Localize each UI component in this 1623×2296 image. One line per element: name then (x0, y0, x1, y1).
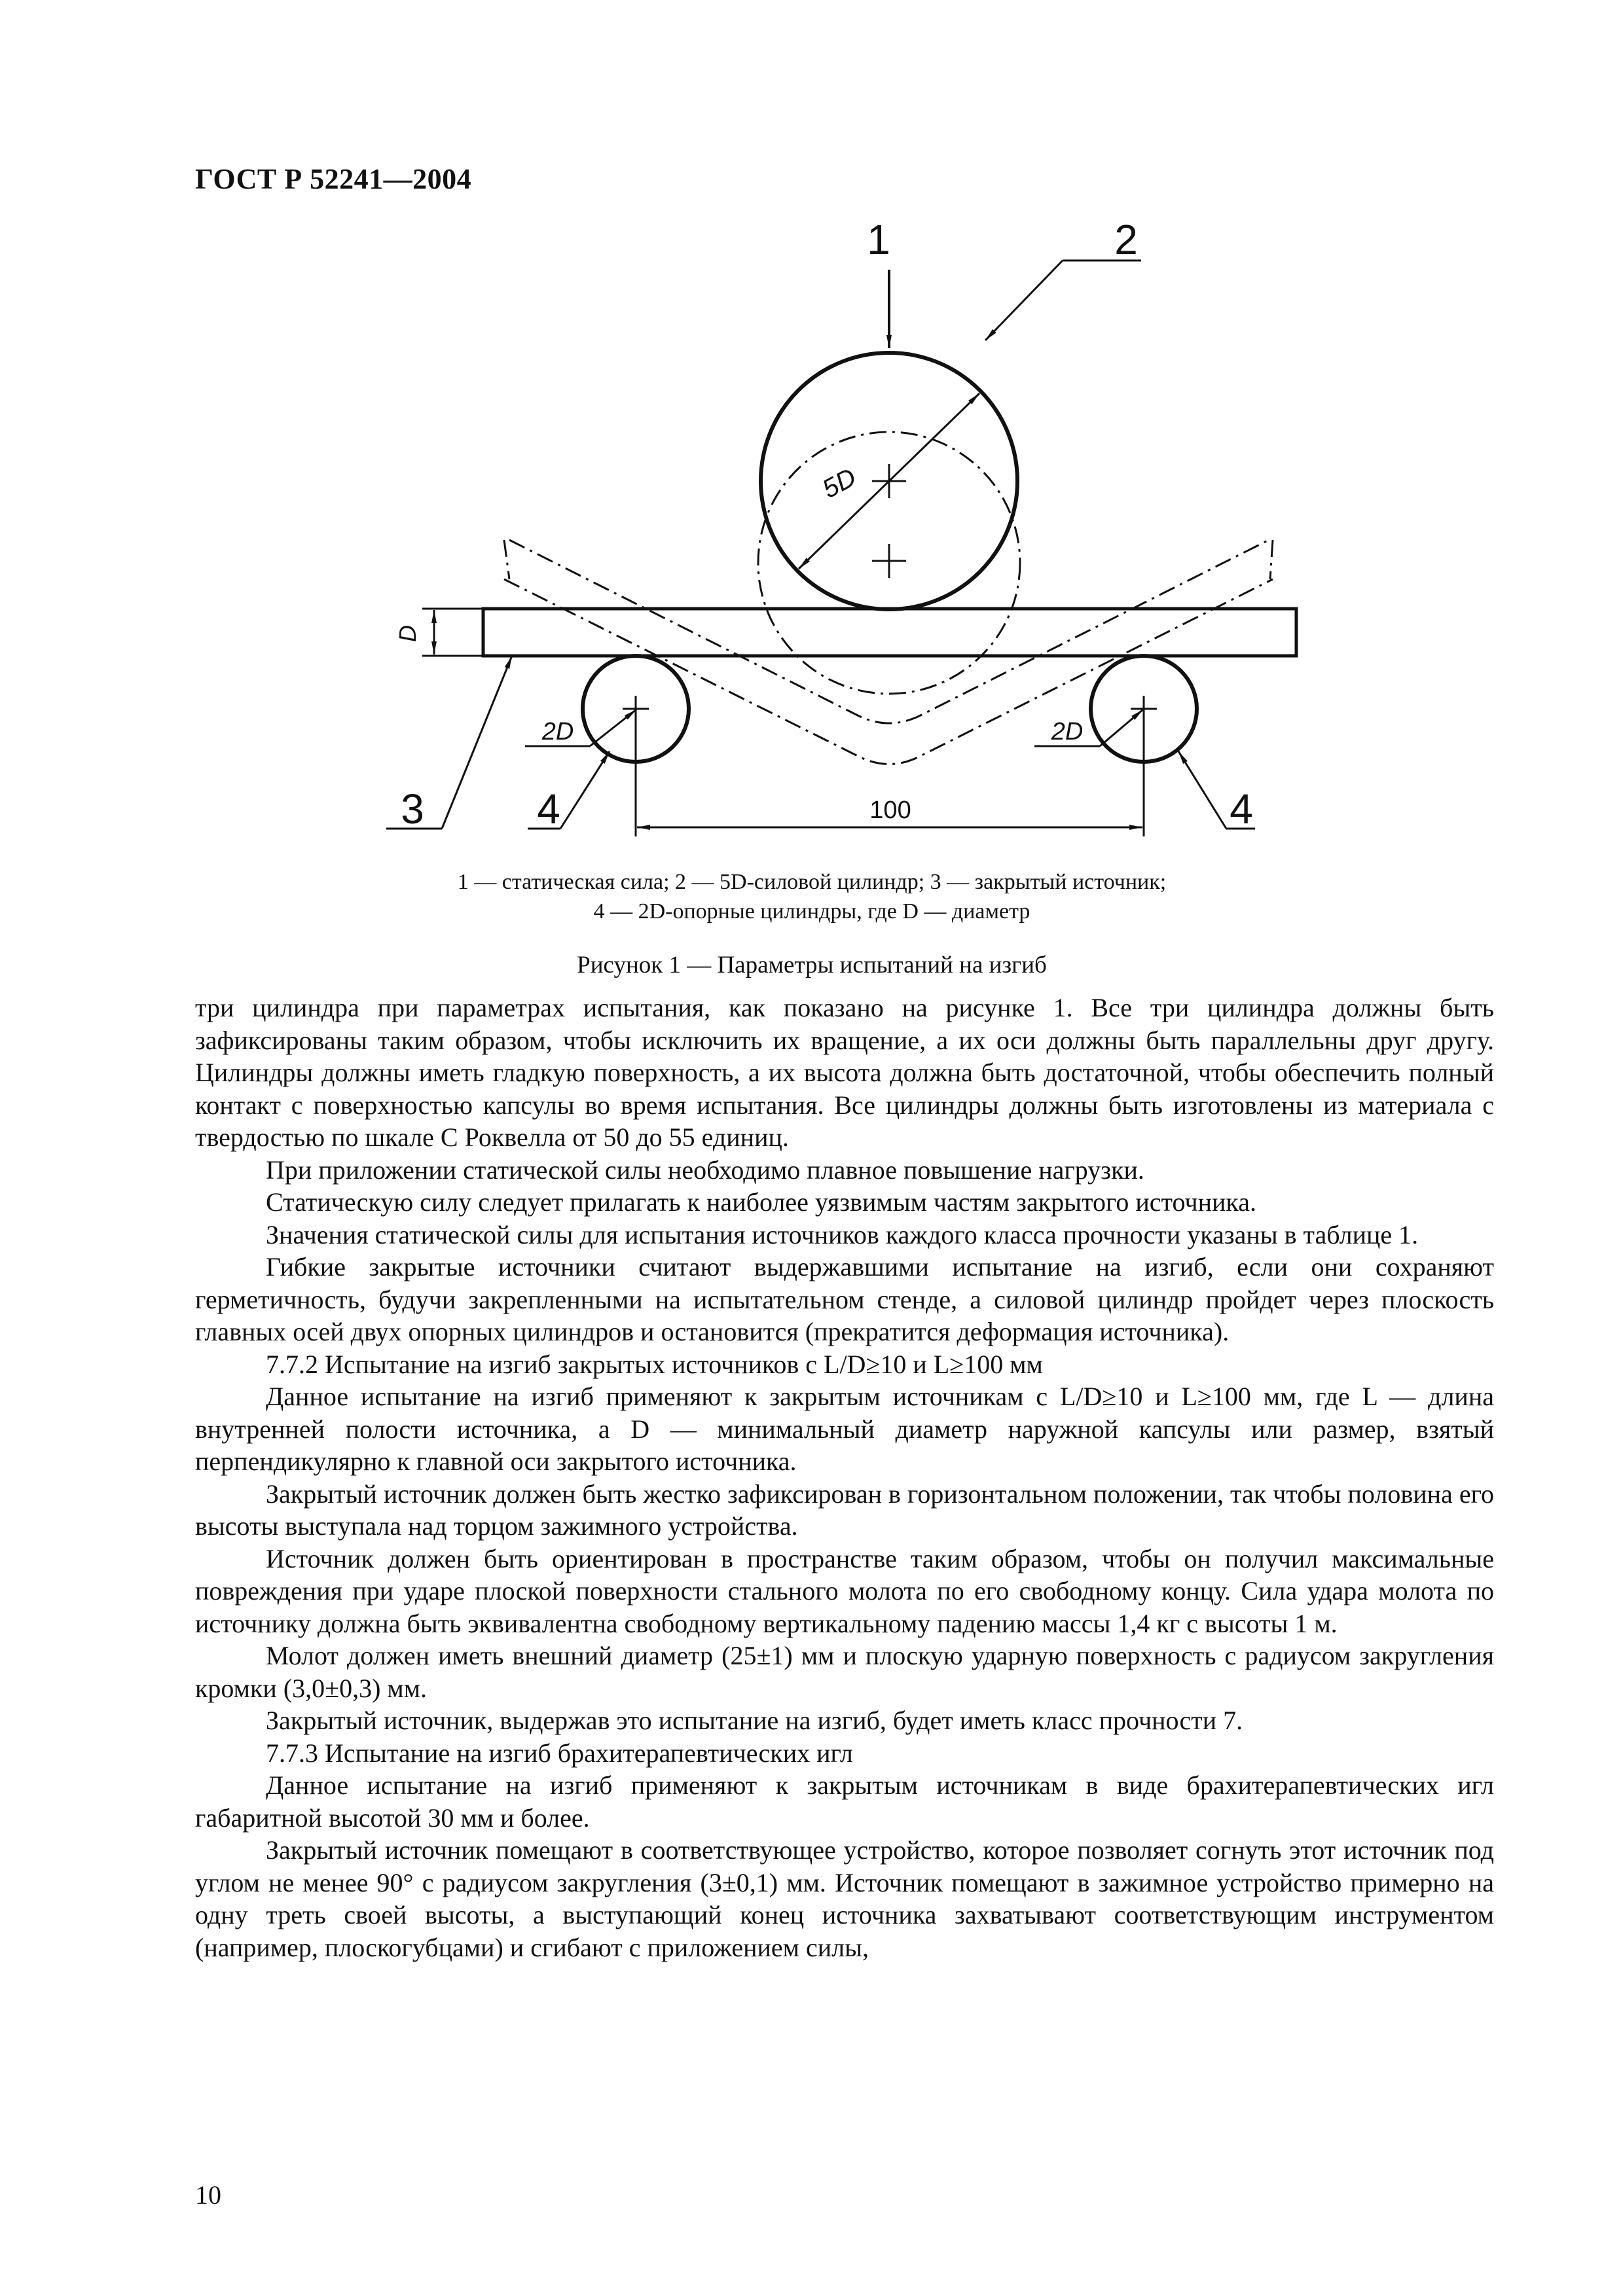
paragraph: 7.7.3 Испытание на изгиб брахитерапевтических игл (266, 1738, 853, 1768)
paragraph: три цилиндра при параметрах испытания, как показано на рисунке 1. Все три цилиндра должны быть зафиксированы таким образом, чтобы исключить их вращение, а их оси должны быть параллельны друг другу. Цилиндры должны иметь гладкую поверхность, а их высота должна быть достаточной, чтобы обеспечить полный контакт с поверхностью капсулы во время испытания. Все цилиндры должны быть изготовлены из материала с твердостью по шкале С Роквелла от 50 до 55 единиц. (195, 993, 1494, 1152)
bend-test-figure (367, 209, 1414, 870)
callout-1-label: 1 (867, 216, 890, 263)
callout-4-left-leader (560, 751, 610, 829)
paragraph: Гибкие закрытые источники считают выдержавшими испытание на изгиб, если они сохраняют герметичность, будучи закрепленными на испытательном стенде, а силовой цилиндр пройдет через плоскость главных осей двух опорных цилиндров и остановится (прекратится деформация источника). (195, 1252, 1494, 1346)
paragraph: Закрытый источник должен быть жестко зафиксирован в горизонтальном положении, так чтобы половина его высоты выступала над торцом зажимного устройства. (195, 1479, 1494, 1541)
callout-4-left-label: 4 (537, 785, 560, 833)
paragraph: Статическую силу следует прилагать к наиболее уязвимым частям закрытого источника. (266, 1187, 1256, 1217)
center-marks (623, 464, 1157, 722)
bend-test-diagram (367, 209, 1414, 870)
figure-legend-line-2: 4 — 2D-опорные цилиндры, где D — диаметр (593, 899, 1030, 924)
left-support-diameter-label: 2D (541, 718, 574, 745)
document-code-header: ГОСТ Р 52241—2004 (195, 163, 472, 195)
paragraph: Источник должен быть ориентирован в пространстве таким образом, чтобы он получил максимальные повреждения при ударе плоской поверхности стального молота по его свободному концу. Сила удара молота по источнику должна быть эквивалентна свободному вертикальному падению массы 1,4 кг с высоты 1 м. (195, 1543, 1494, 1638)
thickness-label: D (394, 625, 421, 642)
callout-4-right-leader (1178, 751, 1226, 829)
source-bar (483, 609, 1296, 656)
page-number: 10 (195, 2180, 221, 2210)
paragraph: Данное испытание на изгиб применяют к закрытым источникам с L/D≥10 и L≥100 мм, где L — длина внутренней полости источника, а D — минимальный диаметр наружной капсулы или размер, взятый перпендикулярно к главной оси закрытого источника. (195, 1382, 1494, 1476)
callout-4-right-label: 4 (1230, 785, 1253, 833)
thickness-dimension (422, 609, 483, 656)
right-support-diameter-label: 2D (1051, 718, 1084, 745)
paragraph: Закрытый источник, выдержав это испытание на изгиб, будет иметь класс прочности 7. (266, 1706, 1243, 1735)
figure-title: Рисунок 1 — Параметры испытаний на изгиб (577, 952, 1047, 978)
figure-legend-line-1: 1 — статическая сила; 2 — 5D-силовой цилиндр; 3 — закрытый источник; (457, 870, 1167, 894)
paragraph: Значения статической силы для испытания источников каждого класса прочности указаны в таблице 1. (266, 1219, 1419, 1249)
paragraph: 7.7.2 Испытание на изгиб закрытых источников с L/D≥10 и L≥100 мм (266, 1349, 1043, 1379)
callout-2-leader (985, 260, 1063, 340)
callout-2-label: 2 (1114, 216, 1138, 263)
right-2d-leader (1100, 709, 1143, 746)
paragraph: Молот должен иметь внешний диаметр (25±1) мм и плоскую ударную поверхность с радиусом закругления кромки (3,0±0,3) мм. (195, 1641, 1494, 1703)
body-text (195, 992, 1494, 1964)
span-label: 100 (869, 797, 911, 824)
paragraph: Данное испытание на изгиб применяют к закрытым источникам в виде брахитерапевтических игл габаритной высотой 30 мм и более. (195, 1770, 1494, 1833)
callout-3-leader (442, 656, 512, 829)
paragraph: Закрытый источник помещают в соответствующее устройство, которое позволяет согнуть этот источник под углом не менее 90° с радиусом закругления (3±0,1) мм. Источник помещают в зажимное устройство примерно на одну треть своей высоты, а выступающий конец источника захватывают соответствующим инструментом (например, плоскогубцами) и сгибают с приложением силы, (195, 1835, 1494, 1962)
callout-3-label: 3 (401, 785, 424, 833)
left-2d-leader (590, 709, 636, 746)
figure-legend (196, 867, 1427, 926)
paragraph: При приложении статической силы необходимо плавное повышение нагрузки. (266, 1155, 1144, 1185)
force-cylinder-diameter-label: 5D (817, 463, 861, 504)
